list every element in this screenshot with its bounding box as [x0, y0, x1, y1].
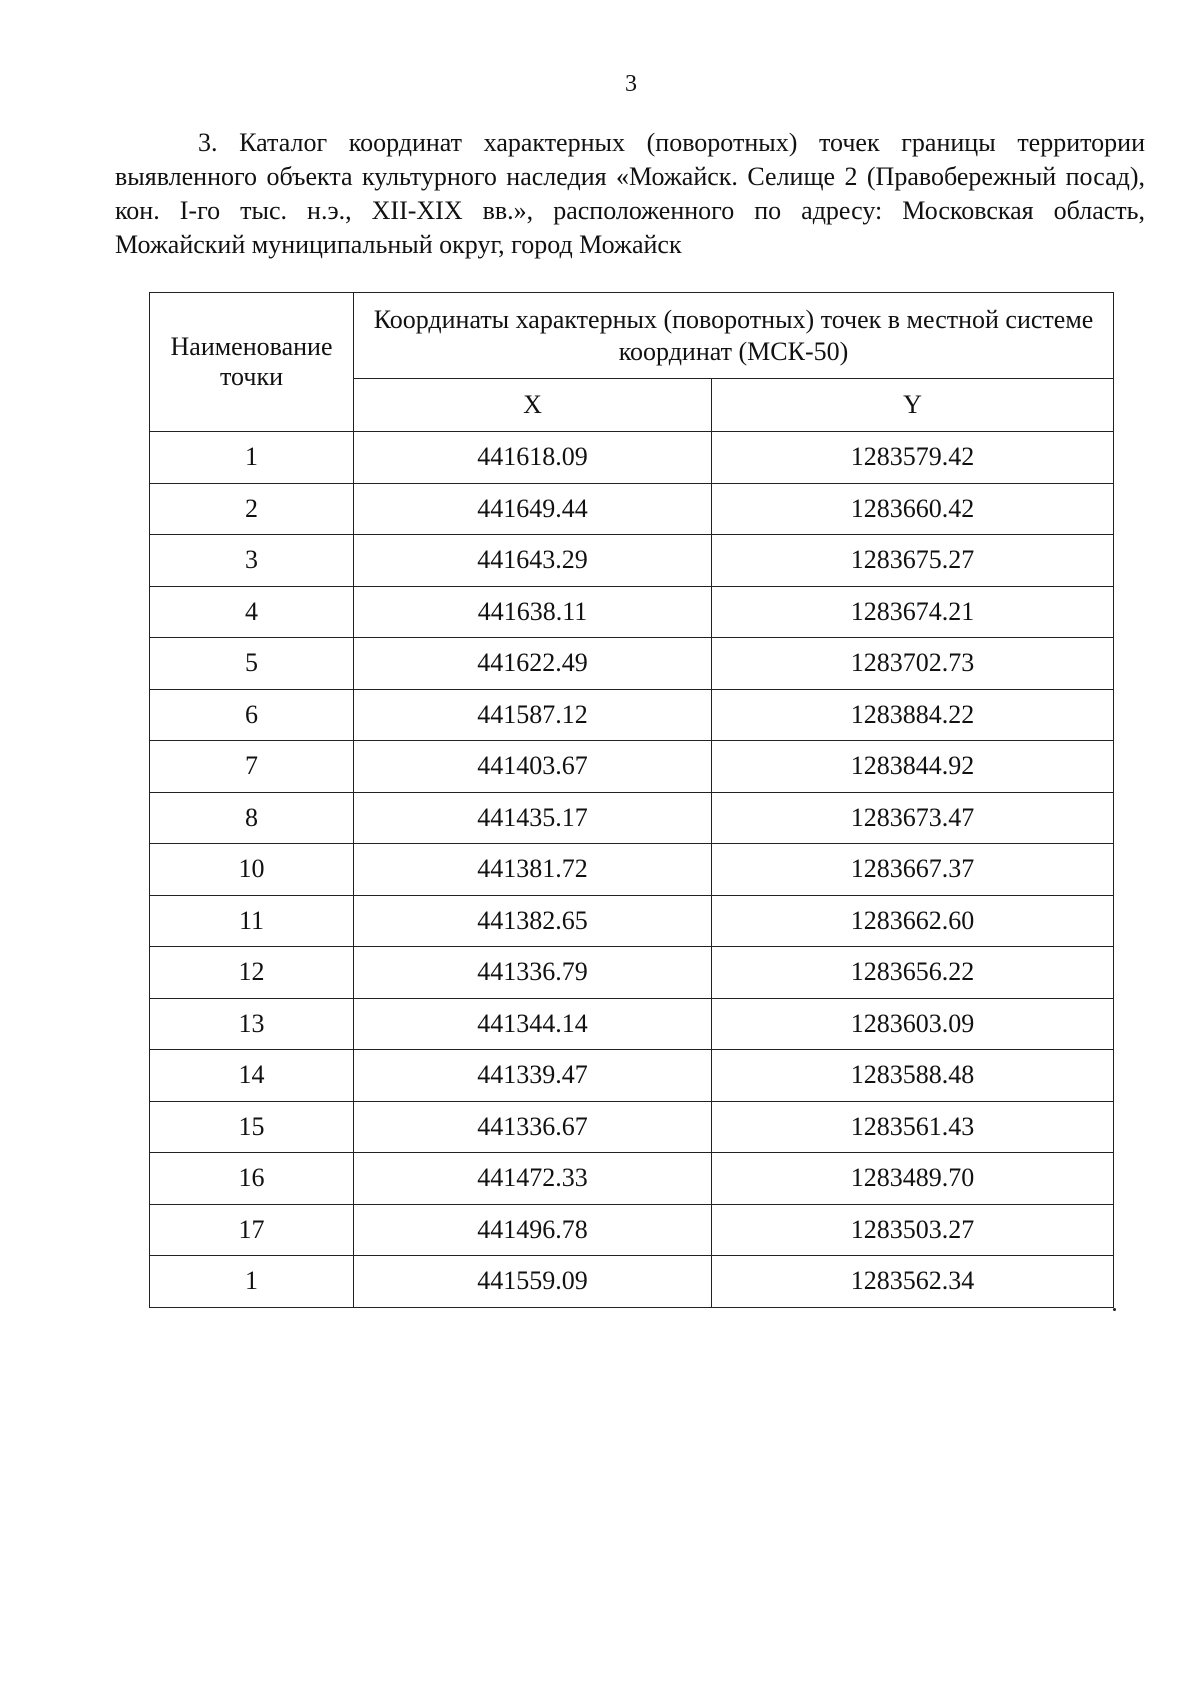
cell-point: 3 — [150, 535, 354, 587]
cell-x: 441472.33 — [354, 1153, 712, 1205]
cell-point: 12 — [150, 947, 354, 999]
cell-y: 1283667.37 — [712, 844, 1114, 896]
cell-x: 441344.14 — [354, 998, 712, 1050]
cell-point: 17 — [150, 1204, 354, 1256]
cell-y: 1283660.42 — [712, 483, 1114, 535]
cell-point: 1 — [150, 1256, 354, 1308]
table-row — [150, 483, 1114, 535]
cell-x: 441618.09 — [354, 432, 712, 484]
cell-y: 1283702.73 — [712, 638, 1114, 690]
table-row — [150, 1101, 1114, 1153]
cell-x: 441643.29 — [354, 535, 712, 587]
table-row — [150, 535, 1114, 587]
table-row — [150, 586, 1114, 638]
table-row — [150, 792, 1114, 844]
cell-x: 441496.78 — [354, 1204, 712, 1256]
header-point-name: Наименование точки — [150, 293, 354, 432]
table-row — [150, 947, 1114, 999]
cell-point: 15 — [150, 1101, 354, 1153]
header-x: X — [354, 379, 712, 432]
cell-x: 441403.67 — [354, 741, 712, 793]
table-row — [150, 1050, 1114, 1102]
table-row — [150, 1153, 1114, 1205]
cell-x: 441649.44 — [354, 483, 712, 535]
header-y: Y — [712, 379, 1114, 432]
cell-y: 1283603.09 — [712, 998, 1114, 1050]
table-row — [150, 998, 1114, 1050]
cell-point: 1 — [150, 432, 354, 484]
cell-y: 1283656.22 — [712, 947, 1114, 999]
table-row — [150, 1204, 1114, 1256]
page-number: 3 — [625, 71, 637, 97]
cell-point: 14 — [150, 1050, 354, 1102]
table-row — [150, 432, 1114, 484]
cell-y: 1283673.47 — [712, 792, 1114, 844]
cell-x: 441638.11 — [354, 586, 712, 638]
cell-x: 441381.72 — [354, 844, 712, 896]
cell-y: 1283844.92 — [712, 741, 1114, 793]
cell-x: 441622.49 — [354, 638, 712, 690]
cell-y: 1283588.48 — [712, 1050, 1114, 1102]
cell-point: 2 — [150, 483, 354, 535]
table-row — [150, 741, 1114, 793]
cell-point: 11 — [150, 895, 354, 947]
table-row — [150, 1256, 1114, 1308]
table-row — [150, 638, 1114, 690]
intro-paragraph: 3. Каталог координат характерных (поворотных) точек границы территории выявленного объекта культурного наследия «Можайск. Селище 2 (Правобережный посад), кон. I-го тыс. н.э., XII-XIX вв.», расположенного по адресу: Московская область, Можайский муниципальный округ, город Можайск — [115, 128, 1145, 259]
cell-point: 8 — [150, 792, 354, 844]
cell-y: 1283675.27 — [712, 535, 1114, 587]
cell-y: 1283489.70 — [712, 1153, 1114, 1205]
cell-x: 441382.65 — [354, 895, 712, 947]
cell-y: 1283662.60 — [712, 895, 1114, 947]
table-row — [150, 689, 1114, 741]
cell-y: 1283579.42 — [712, 432, 1114, 484]
cell-x: 441587.12 — [354, 689, 712, 741]
cell-x: 441339.47 — [354, 1050, 712, 1102]
cell-x: 441336.67 — [354, 1101, 712, 1153]
cell-x: 441435.17 — [354, 792, 712, 844]
cell-y: 1283884.22 — [712, 689, 1114, 741]
cell-y: 1283561.43 — [712, 1101, 1114, 1153]
cell-point: 4 — [150, 586, 354, 638]
cell-x: 441559.09 — [354, 1256, 712, 1308]
coordinates-table-body — [150, 432, 1114, 1308]
table-row — [150, 844, 1114, 896]
cell-y: 1283674.21 — [712, 586, 1114, 638]
trailing-dot — [1113, 1308, 1116, 1311]
table-row — [150, 895, 1114, 947]
header-coords-group: Координаты характерных (поворотных) точек в местной системе координат (МСК-50) — [354, 293, 1114, 379]
cell-x: 441336.79 — [354, 947, 712, 999]
cell-point: 6 — [150, 689, 354, 741]
cell-point: 7 — [150, 741, 354, 793]
coordinates-table — [149, 292, 1114, 1308]
cell-point: 16 — [150, 1153, 354, 1205]
cell-y: 1283503.27 — [712, 1204, 1114, 1256]
cell-y: 1283562.34 — [712, 1256, 1114, 1308]
cell-point: 13 — [150, 998, 354, 1050]
cell-point: 5 — [150, 638, 354, 690]
cell-point: 10 — [150, 844, 354, 896]
